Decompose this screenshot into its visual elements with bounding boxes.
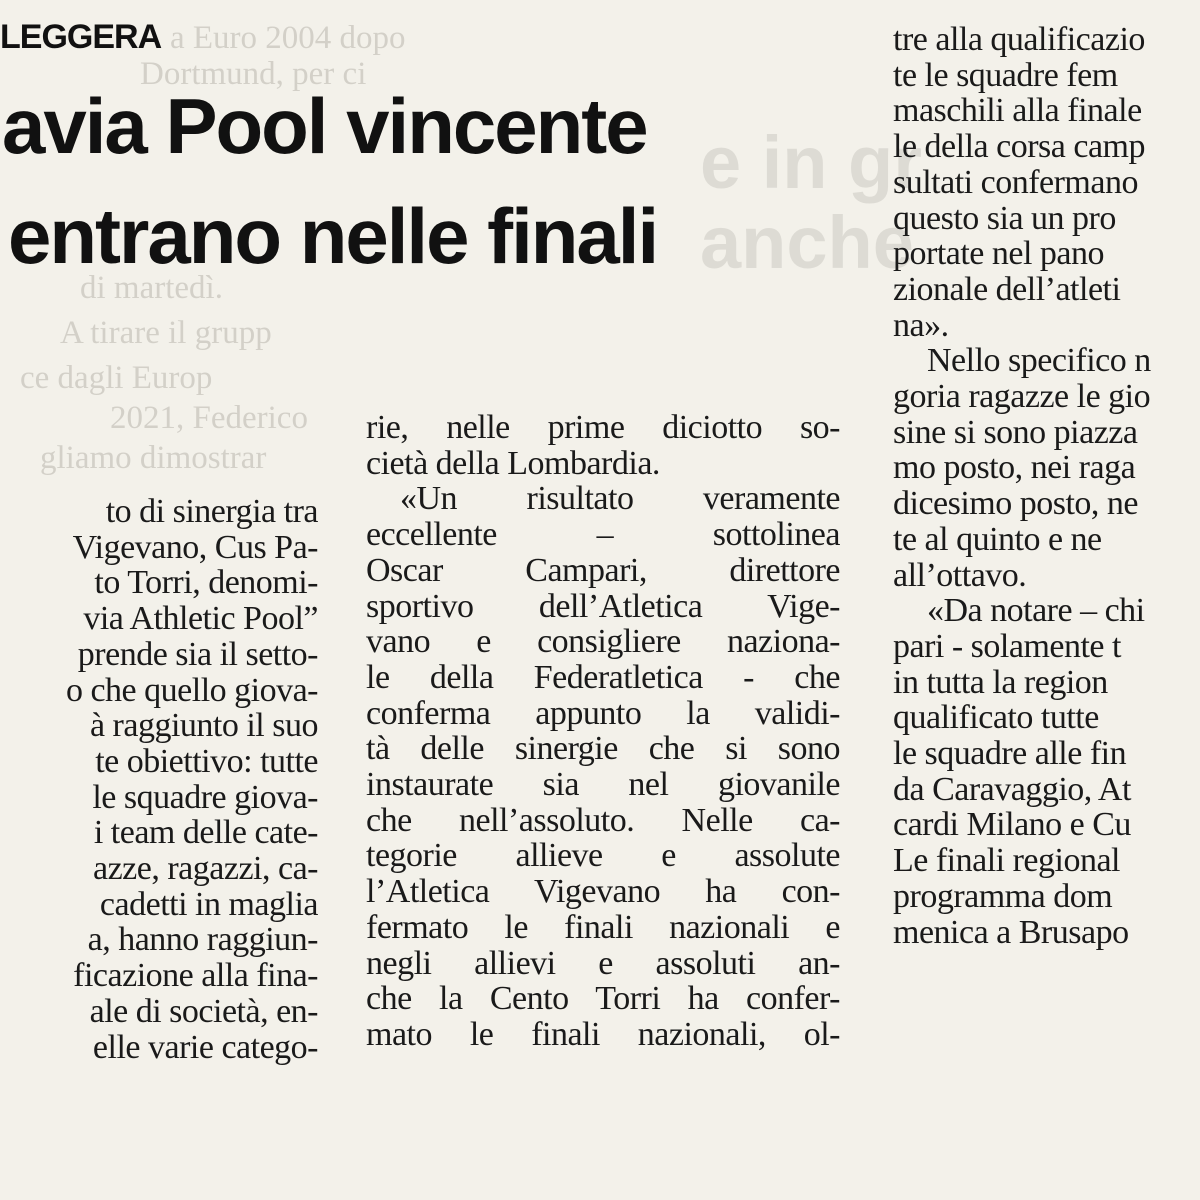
text-line: zionale dell’atleti [893,270,1121,308]
text-line: programma dom [893,877,1113,915]
text-line: Oscar Campari, direttore [366,551,840,589]
text-line: fermato le finali nazionali e [366,908,840,946]
text-line: to Torri, denomi- [94,564,318,602]
text-line: ale di società, en- [89,992,318,1030]
text-line: dicesimo posto, ne [893,485,1139,523]
headline-line-2: entrano nelle finali [8,192,658,280]
article-column-2 [366,410,840,1053]
text-line: le della corsa camp [893,128,1145,166]
text-line: te le squadre fem [893,56,1118,94]
text-line: pari - solamente t [893,627,1121,665]
text-line: via Athletic Pool” [83,600,318,638]
text-line: prende sia il setto- [77,635,318,673]
text-line: qualificato tutte [893,699,1099,737]
text-line: negli allievi e assoluti an- [366,944,840,982]
show-through-text: A tirare il grupp [60,315,272,351]
text-line: tà delle sinergie che si sono [366,730,840,768]
text-line: menica a Brusapo [893,913,1129,951]
show-through-headline: e in gr [700,121,923,204]
text-line: sultati confermano [893,163,1138,201]
show-through-headline: anche [700,201,914,284]
text-line: Le finali regional [893,842,1121,880]
text-line: le della Federatletica - che [366,658,840,696]
text-line: eccellente – sottolinea [366,516,840,554]
text-line: l’Atletica Vigevano ha con- [366,873,840,911]
text-line: le squadre alle fin [893,735,1127,773]
text-line: che la Cento Torri ha confer- [366,980,840,1018]
text-line: cardi Milano e Cu [893,806,1131,844]
paragraph-start: «Un risultato veramente [400,480,840,518]
text-line: da Caravaggio, At [893,770,1131,808]
article-column-3 [893,22,1200,950]
text-line: ficazione alla fina- [73,957,318,995]
text-line: na». [893,306,949,344]
text-line: tre alla qualificazio [893,21,1145,58]
text-line: to di sinergia tra [105,493,318,530]
article-column-1 [0,494,318,1065]
text-line: azze, ragazzi, ca- [93,850,318,888]
text-line: i team delle cate- [93,814,318,852]
text-line: le squadre giova- [92,778,318,816]
paragraph-start: Nello specifico n [927,342,1151,380]
show-through-text: gliamo dimostrar [40,440,267,476]
show-through-text: di martedì. [80,270,223,306]
text-line: te al quinto e ne [893,520,1102,558]
text-line: à raggiunto il suo [89,707,318,745]
text-line: cadetti in maglia [99,885,318,923]
headline-line-1: avia Pool vincente [2,82,647,170]
text-line: o che quello giova- [65,671,318,709]
text-line: maschili alla finale [893,92,1142,130]
text-line: rie, nelle prime diciotto so- [366,409,840,446]
text-line: all’ottavo. [893,556,1027,594]
text-line: mo posto, nei raga [893,449,1136,487]
text-line: che nell’assoluto. Nelle ca- [366,801,840,839]
text-line: in tutta la region [893,663,1108,701]
text-line: elle varie catego- [92,1028,318,1066]
show-through-text: a Euro 2004 dopo [170,20,406,56]
paragraph-start: «Da notare – chi [927,592,1145,630]
section-label: LEGGERA [0,18,162,56]
text-line: sportivo dell’Atletica Vige- [366,587,840,625]
text-line: tegorie allieve e assolute [366,837,840,875]
text-line: a, hanno raggiun- [87,921,318,959]
text-line: questo sia un pro [893,199,1116,237]
text-line: sine si sono piazza [893,413,1138,451]
text-line: te obiettivo: tutte [95,742,318,780]
text-line: conferma appunto la validi- [366,694,840,732]
text-line: instaurate sia nel giovanile [366,766,840,804]
text-line: cietà della Lombardia. [366,444,660,482]
text-line: goria ragazze le gio [893,378,1151,416]
text-line: Vigevano, Cus Pa- [72,528,318,566]
text-line: portate nel pano [893,235,1105,273]
text-line: mato le finali nazionali, ol- [366,1015,840,1053]
text-line: vano e consigliere naziona- [366,623,840,661]
show-through-text: ce dagli Europ [20,360,213,396]
show-through-text: Dortmund, per ci [140,56,367,92]
show-through-text: 2021, Federico [110,400,308,436]
